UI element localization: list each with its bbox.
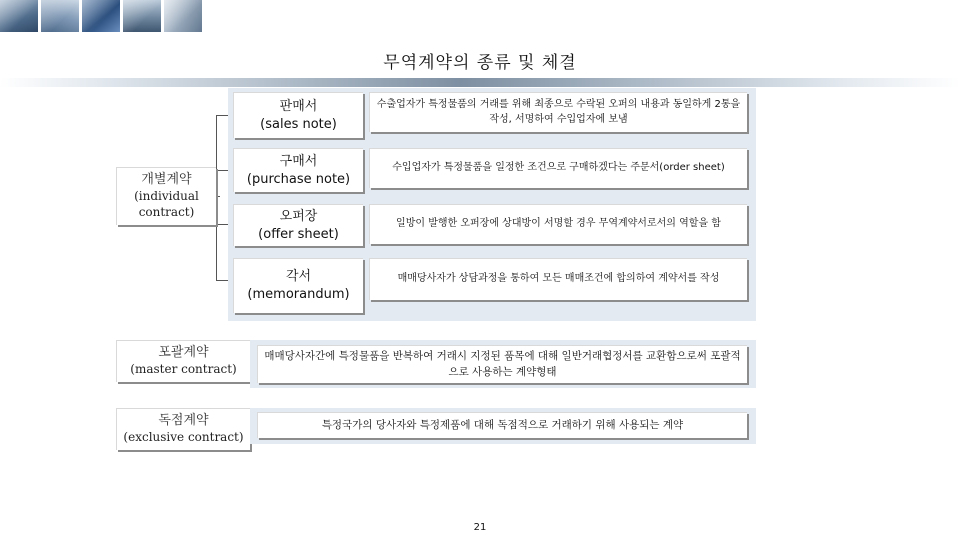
exclusive-contract-english: (exclusive contract) — [123, 430, 244, 445]
offer-sheet-box — [233, 204, 363, 246]
header-photo-5 — [164, 0, 202, 32]
header-photo-strip — [0, 0, 205, 32]
offer-sheet-english: (offer sheet) — [258, 226, 339, 242]
header-photo-4 — [123, 0, 161, 32]
header-photo-2 — [41, 0, 79, 32]
individual-contract-english: (individual — [134, 189, 199, 204]
purchase-note-english: (purchase note) — [246, 171, 351, 187]
sales-note-description: 수출업자가 특정물품의 거래를 위해 최종으로 수락된 오퍼의 내용과 동일하게 2통을 작성, 서명하여 수입업자에 보냄 — [369, 92, 747, 132]
master-contract-english: (master contract) — [130, 362, 237, 377]
master-contract-box — [116, 340, 250, 382]
individual-contract-box — [116, 167, 216, 225]
sales-note-english: (sales note) — [260, 116, 337, 132]
sales-note-label: 판매서 — [279, 98, 318, 114]
purchase-note-label: 구매서 — [279, 153, 318, 169]
offer-sheet-description: 일방이 발행한 오퍼장에 상대방이 서명할 경우 무역계약서로서의 역할을 함 — [369, 204, 747, 244]
sales-note-box — [233, 92, 363, 138]
individual-contract-english: contract) — [138, 204, 195, 219]
individual-contract-label: 개별계약 — [141, 172, 192, 188]
exclusive-contract-description: 특정국가의 당사자와 특정제품에 대해 독점적으로 거래하기 위해 사용되는 계약 — [257, 412, 747, 438]
page-number: 21 — [473, 522, 487, 533]
page-title: 무역계약의 종류 및 체결 — [383, 53, 577, 73]
memorandum-box — [233, 258, 363, 313]
header-photo-3 — [82, 0, 120, 32]
memorandum-english: (memorandum) — [247, 287, 350, 302]
master-contract-description: 매매당사자간에 특정물품을 반복하여 거래시 지정된 품목에 대해 일반거래협정서를 교환함으로써 포괄적으로 사용하는 계약형태 — [257, 345, 747, 383]
memorandum-description: 매매당사자가 상담과정을 통하여 모든 매매조건에 합의하여 계약서를 작성 — [369, 258, 747, 300]
memorandum-label: 각서 — [285, 269, 312, 285]
offer-sheet-label: 오퍼장 — [279, 208, 318, 224]
master-contract-label: 포괄계약 — [158, 345, 209, 361]
exclusive-contract-label: 독점계약 — [158, 413, 209, 429]
connector-line — [216, 115, 217, 281]
purchase-note-box — [233, 148, 363, 192]
connector-line — [216, 196, 220, 197]
title-rule — [0, 78, 960, 87]
purchase-note-description: 수입업자가 특정물품을 일정한 조건으로 구매하겠다는 주문서(order sheet) — [369, 148, 747, 188]
exclusive-contract-box — [116, 408, 250, 450]
header-photo-1 — [0, 0, 38, 32]
